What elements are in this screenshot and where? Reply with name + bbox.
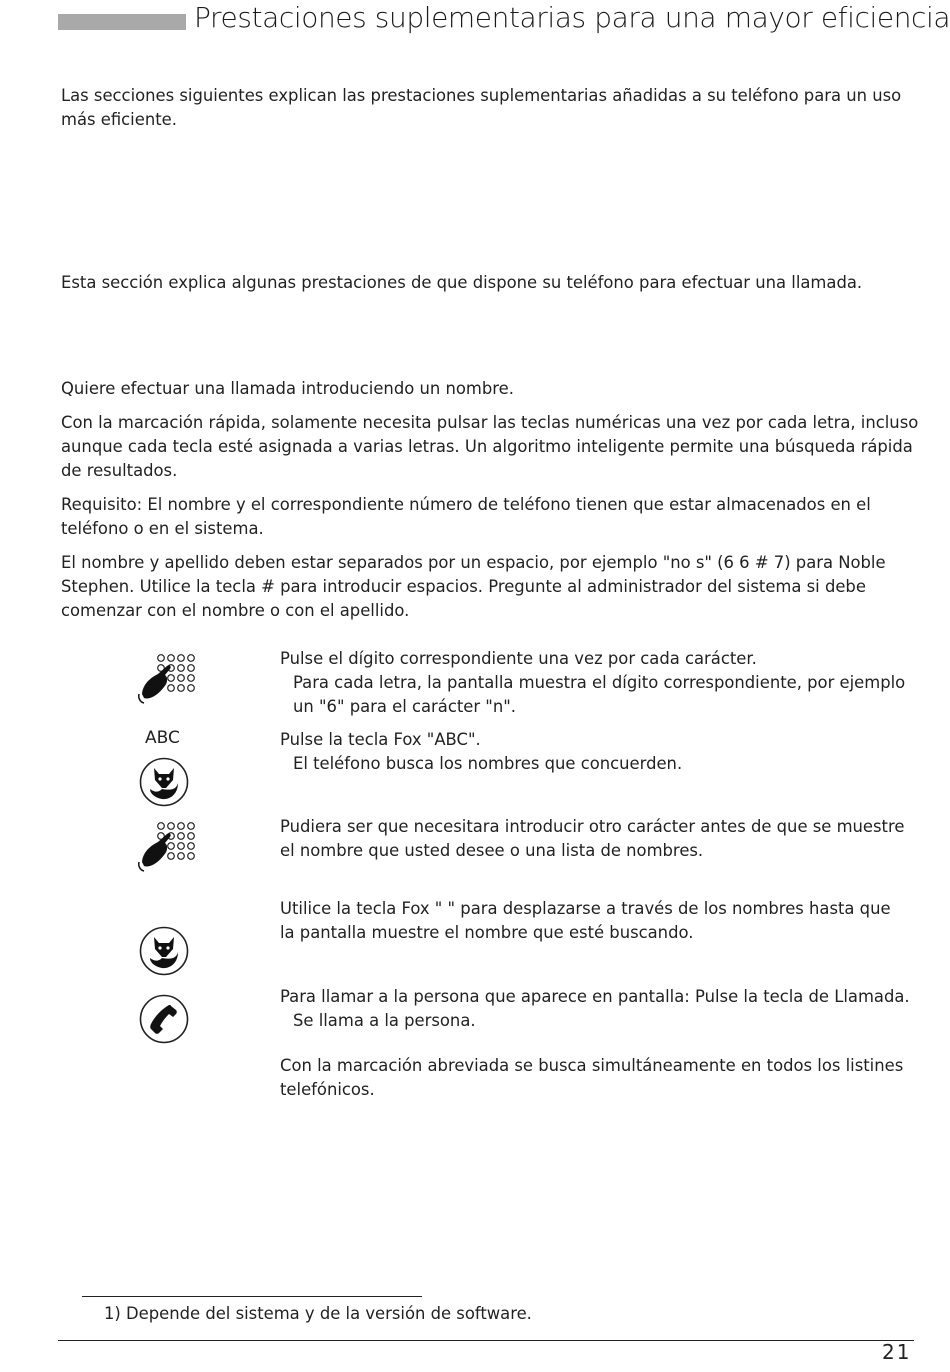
step-2-text	[280, 728, 910, 776]
footnote-rule	[82, 1296, 422, 1297]
step-2-sub: El teléfono busca los nombres que concuerden.	[293, 754, 683, 773]
step-2-main: Pulse la tecla Fox "ABC".	[280, 730, 481, 749]
step-1-main: Pulse el dígito correspondiente una vez por cada carácter.	[280, 649, 757, 668]
page-title: Prestaciones suplementarias para una mayor eficiencia	[194, 1, 950, 34]
step-5-main: Para llamar a la persona que aparece en pantalla: Pulse la tecla de Llamada.	[280, 987, 910, 1006]
step-3-text: Pudiera ser que necesitara introducir otro carácter antes de que se muestre el nombre que usted desee o una lista de nombres.	[280, 817, 905, 860]
page-number: 21	[882, 1340, 912, 1364]
fox-key-label: ABC	[145, 728, 180, 748]
step-5-note: Con la marcación abreviada se busca simultáneamente en todos los listines telefónicos.	[280, 1056, 904, 1099]
step-5-text	[280, 985, 910, 1033]
header-bar	[58, 14, 186, 30]
paragraph-4: El nombre y apellido deben estar separados por un espacio, por ejemplo "no s" (6 6 # 7) para Noble Stephen. Utilice la tecla # para introducir espacios. Pregunte al administrador del sistema si debe comenzar con el nombre o con el apellido.	[61, 553, 886, 620]
intro-paragraph: Las secciones siguientes explican las prestaciones suplementarias añadidas a su teléfono para un uso más eficiente.	[61, 86, 902, 129]
step-1-text	[280, 647, 910, 719]
step-4-text: Utilice la tecla Fox " " para desplazarse a través de los nombres hasta que la pantalla muestre el nombre que esté buscando.	[280, 899, 891, 942]
paragraph-3: Requisito: El nombre y el correspondiente número de teléfono tienen que estar almacenados en el teléfono o en el sistema.	[61, 495, 871, 538]
call-key-icon	[138, 993, 190, 1045]
paragraph-1: Quiere efectuar una llamada introduciendo un nombre.	[61, 379, 514, 398]
paragraph-2: Con la marcación rápida, solamente necesita pulsar las teclas numéricas una vez por cada letra, incluso aunque cada tecla esté asignada a varias letras. Un algoritmo inteligente permite una búsqueda rápida de resultados.	[61, 413, 919, 480]
fox-key-icon	[138, 925, 190, 977]
footer-rule	[58, 1340, 914, 1341]
section-intro: Esta sección explica algunas prestaciones de que dispone su teléfono para efectuar una llamada.	[61, 273, 863, 292]
fox-key-icon	[138, 756, 190, 808]
step-1-sub: Para cada letra, la pantalla muestra el dígito correspondiente, por ejemplo un "6" para el carácter "n".	[293, 673, 906, 716]
step-5-sub: Se llama a la persona.	[293, 1011, 476, 1030]
footnote: 1) Depende del sistema y de la versión de software.	[104, 1304, 532, 1323]
keypad-icon	[136, 650, 206, 706]
keypad-icon	[136, 818, 206, 874]
